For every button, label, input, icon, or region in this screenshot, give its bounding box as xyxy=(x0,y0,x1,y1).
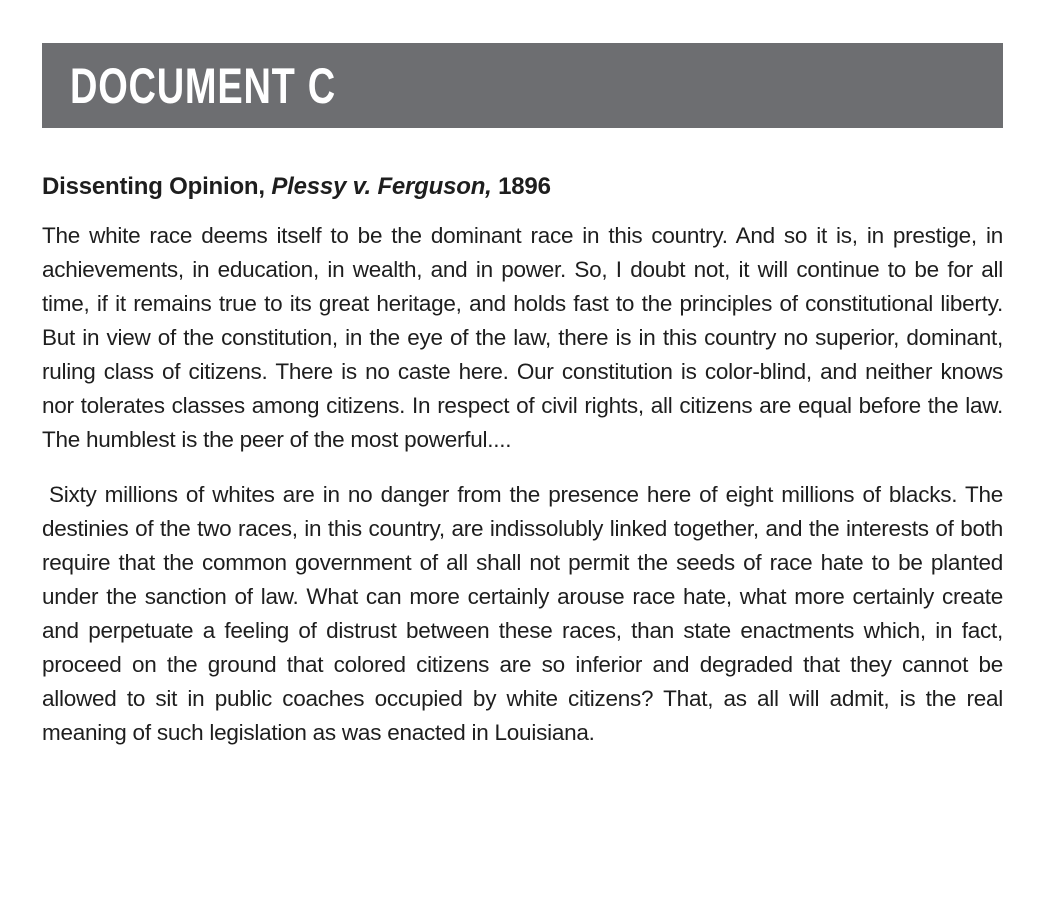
document-header-bar xyxy=(42,43,1003,128)
document-title xyxy=(42,172,1003,202)
title-prefix: Dissenting Opinion, xyxy=(42,173,272,200)
document-content xyxy=(42,172,1003,771)
title-suffix: 1896 xyxy=(491,173,551,200)
paragraph-1: The white race deems itself to be the dominant race in this country. And so it is, in prestige, in achievements, in education, in wealth, and in power. So, I doubt not, it will continue to be for all time, if it remains true to its great heritage, and holds fast to the principles of constitutional liberty. But in view of the constitution, in the eye of the law, there is in this country no superior, dominant, ruling class of citizens. There is no caste here. Our constitution is color-blind, and neither knows nor tolerates classes among citizens. In respect of civil rights, all citizens are equal before the law. The humblest is the peer of the most powerful.... xyxy=(42,223,1003,452)
title-case-name: Plessy v. Ferguson, xyxy=(271,173,492,200)
header-label-word: DOCUMENT xyxy=(70,57,296,114)
paragraph-2: Sixty millions of whites are in no danger from the presence here of eight millions of blacks. The destinies of the two races, in this country, are indissolubly linked together, and the interests of both require that the common government of all shall not permit the seeds of race hate to be planted under the sanction of law. What can more certainly arouse race hate, what more certainly create and perpetuate a feeling of distrust between these races, than state enactments which, in fact, proceed on the ground that colored citizens are so inferior and degraded that they cannot be allowed to sit in public coaches occupied by white citizens? That, as all will admit, is the real meaning of such legislation as was enacted in Louisiana. xyxy=(42,482,1003,745)
document-header-label xyxy=(70,57,336,114)
header-label-letter: C xyxy=(307,57,336,114)
